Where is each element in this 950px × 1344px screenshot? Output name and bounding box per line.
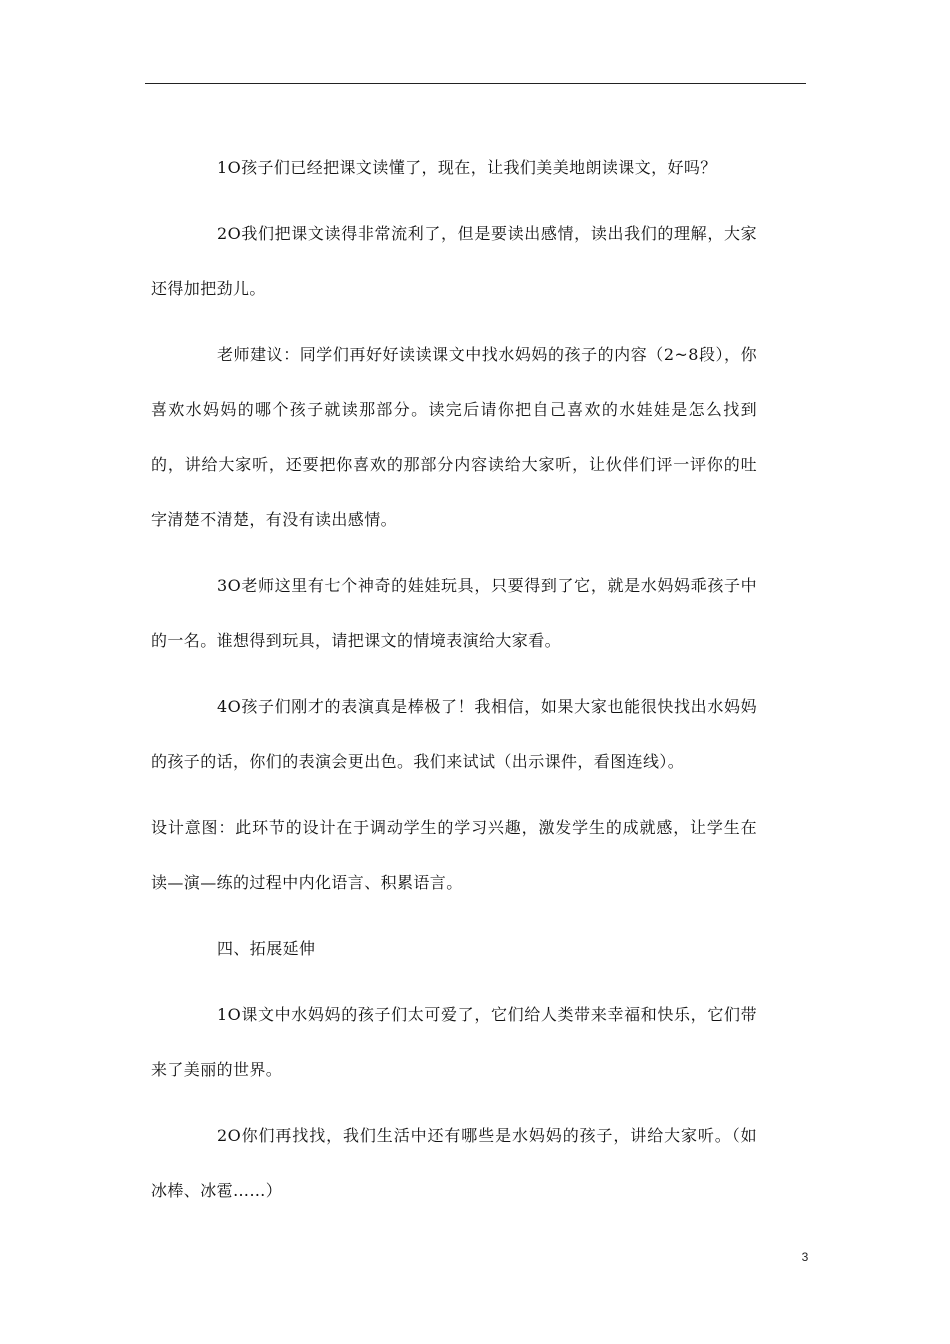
paragraph-doll-toys: 3O老师这里有七个神奇的娃娃玩具，只要得到了它，就是水妈妈乖孩子中的一名。谁想得到玩具，请把课文的情境表演给大家看。 [151,576,757,650]
header-rule [145,83,806,84]
paragraph-lovely-children: 1O课文中水妈妈的孩子们太可爱了，它们给人类带来幸福和快乐，它们带来了美丽的世界。 [151,1005,757,1079]
paragraph-teacher-suggestion: 老师建议：同学们再好好读读课文中找水妈妈的孩子的内容（2~8段），你喜欢水妈妈的哪个孩子就读那部分。读完后请你把自己喜欢的水娃娃是怎么找到的，讲给大家听，还要把你喜欢的那部分内容读给大家听，让伙伴们评一评你的吐字清楚不清楚，有没有读出感情。 [151,345,757,529]
paragraph-read-aloud: 1O孩子们已经把课文读懂了，现在，让我们美美地朗读课文，好吗？ [217,158,717,177]
paragraph-performance: 4O孩子们刚才的表演真是棒极了！我相信，如果大家也能很快找出水妈妈的孩子的话，你们的表演会更出色。我们来试试（出示课件，看图连线）。 [151,697,757,771]
paragraph-read-with-feeling: 2O我们把课文读得非常流利了，但是要读出感情，读出我们的理解，大家还得加把劲儿。 [151,224,757,298]
page-number: 3 [801,1250,809,1264]
paragraph-find-more: 2O你们再找找，我们生活中还有哪些是水妈妈的孩子，讲给大家听。（如冰棒、冰雹……） [151,1126,757,1200]
document-body [151,140,757,1218]
paragraph-design-intent: 设计意图：此环节的设计在于调动学生的学习兴趣，激发学生的成就感，让学生在读—演—练的过程中内化语言、积累语言。 [151,818,757,892]
section-heading-extension: 四、拓展延伸 [217,939,316,958]
